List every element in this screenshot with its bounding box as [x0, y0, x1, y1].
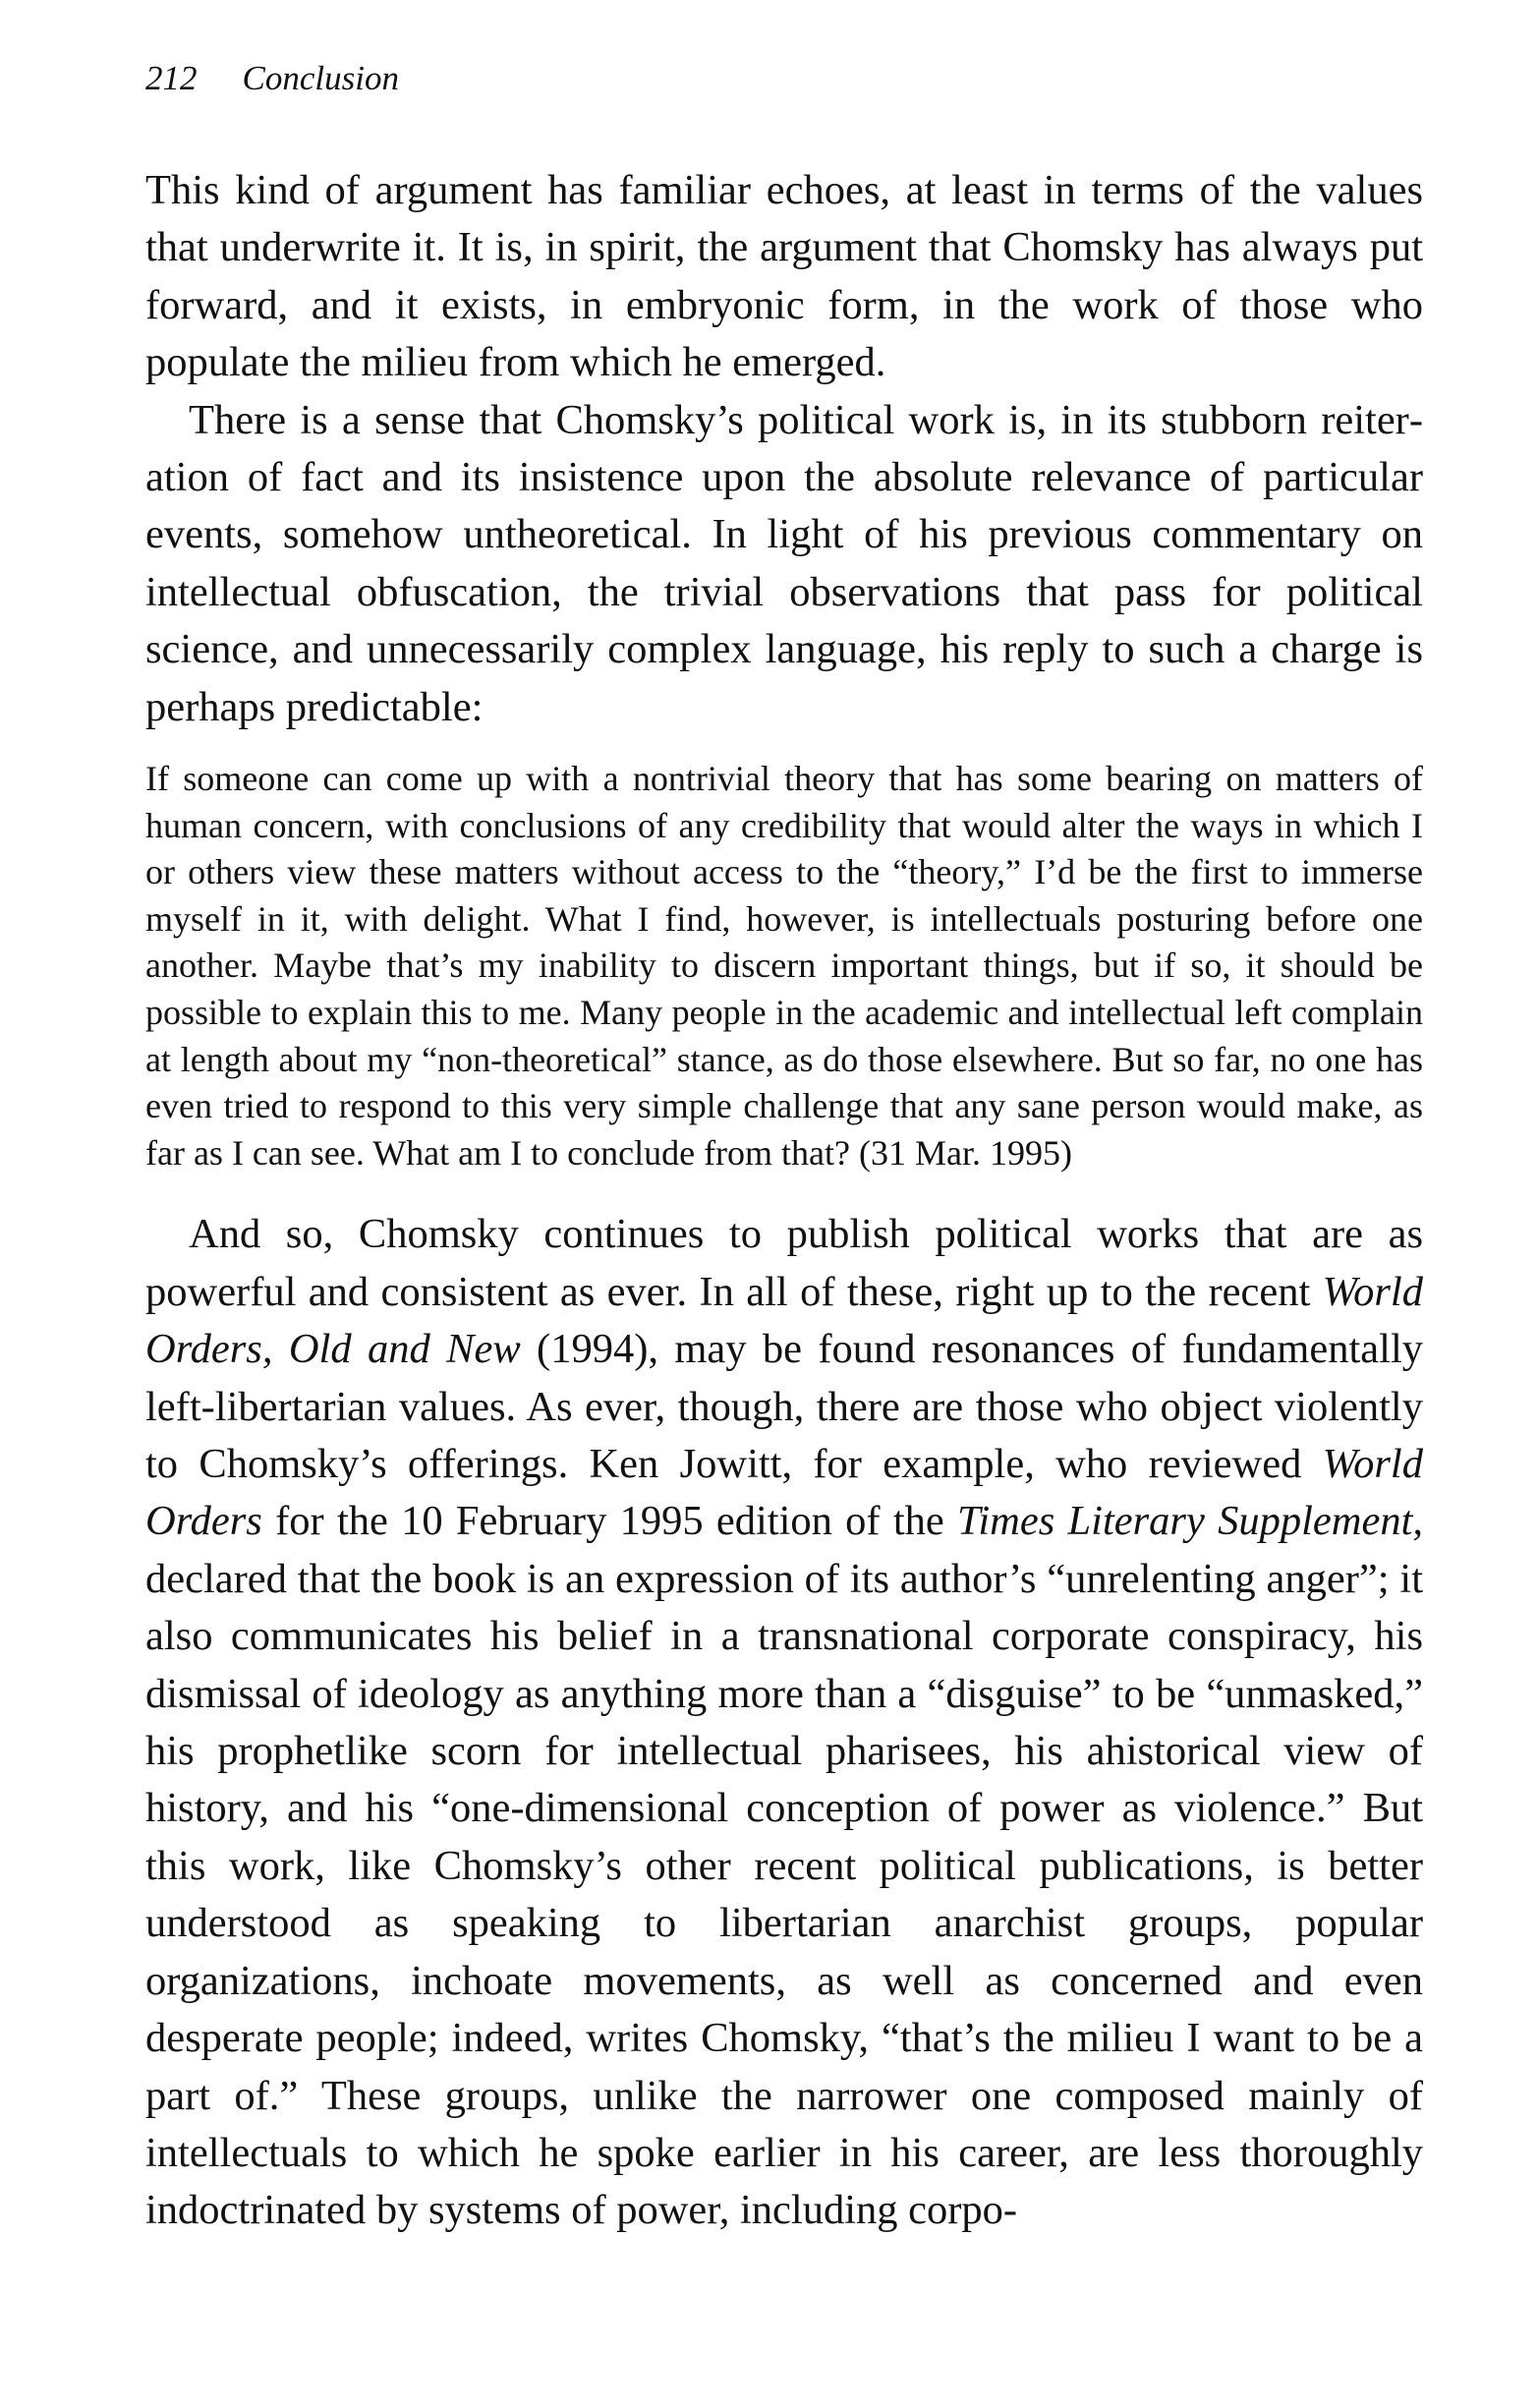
- paragraph-3-text-a: And so, Chomsky continues to publish political works that are as powerful and consistent as ever. In all of these, right up to the recent: [145, 1211, 1423, 1315]
- publication-title-tls: Times Literary Supplement,: [957, 1498, 1423, 1545]
- paragraph-3: [145, 1206, 1423, 2239]
- book-page: [145, 61, 1423, 2240]
- book-title-world-orders-old-and-new: World Orders, Old and New: [145, 1268, 1423, 1373]
- chapter-title: Conclusion: [242, 59, 399, 97]
- block-quote: If someone can come up with a nontrivial theory that has some bearing on matters of human concern, with conclusions of any credibility that would alter the ways in which I or others view these matters without access to the “theory,” I’d be the first to immerse myself in it, with delight. What I find, however, is intellectuals posturing before one another. Maybe that’s my inability to discern important things, but if so, it should be possible to explain this to me. Many people in the academic and intellectual left complain at length about my “non-theoretical” stance, as do those elsewhere. But so far, no one has even tried to respond to this very simple challenge that any sane person would make, as far as I can see. What am I to conclude from that? (31 Mar. 1995): [145, 759, 1423, 1173]
- paragraph-3-text-d: declared that the book is an expression of its author’s “unrelenting anger”; it also communicates his belief in a transnational corporate conspiracy, his dismissal of ideology as anything more than a “disguise” to be “unmasked,” his prophetlike scorn for intellectual pharisees, his ahistorical view of history, and his “one-dimensional conception of power as violence.” But this work, like Chomsky’s other recent political publications, is better understood as speaking to libertarian anarchist groups, popular organizations, inchoate movements, as well as concerned and even desperate people; indeed, writes Chomsky, “that’s the milieu I want to be a part of.” These groups, unlike the narrower one composed mainly of intellectuals to which he spoke earlier in his career, are less thoroughly indoctrinated by systems of power, including corpo-: [145, 1555, 1423, 2234]
- book-title-world-orders: World Orders: [145, 1441, 1423, 1545]
- paragraph-3-text-c: for the 10 February 1995 edition of the: [261, 1498, 958, 1545]
- paragraph-1: This kind of argument has familiar echoes, at least in terms of the values that underwrite it. It is, in spirit, the argument that Chomsky has always put forward, and it exists, in embryonic form, in the work of those who populate the milieu from which he emerged.: [145, 167, 1423, 386]
- paragraph-3-text-b: (1994), may be found resonances of fundamentally left-libertarian values. As ever, though, there are those who object violently to Chomsky’s offerings. Ken Jowitt, for example, who reviewed: [145, 1326, 1424, 1488]
- paragraph-2: There is a sense that Chomsky’s political work is, in its stubborn reiteration of fact and its insistence upon the absolute relevance of particular events, somehow untheoretical. In light of his previous commentary on intellectual obfuscation, the trivial observations that pass for political science, and unnecessarily complex language, his reply to such a charge is perhaps predictable:: [145, 396, 1423, 730]
- page-number: 212: [145, 59, 198, 97]
- running-head: [145, 61, 1423, 95]
